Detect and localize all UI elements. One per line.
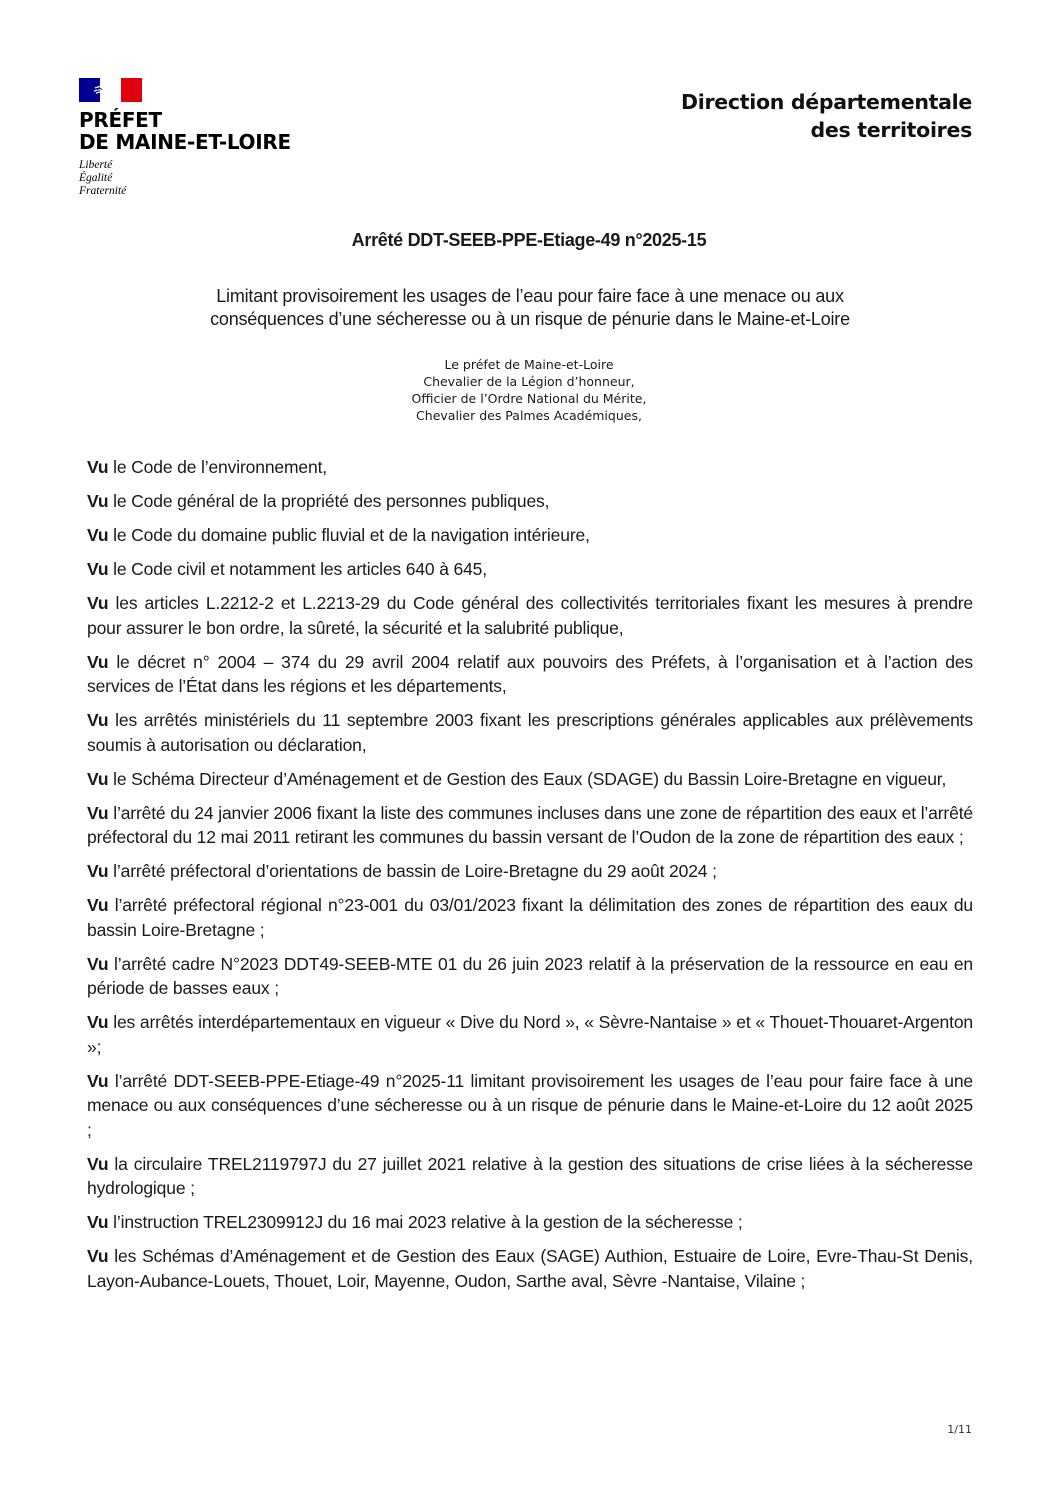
visa-item: Vu l’instruction TREL2309912J du 16 mai 2023 relative à la gestion de la sécheresse ; bbox=[87, 1212, 743, 1232]
visa-item: Vu le décret n° 2004 – 374 du 29 avril 2004 relatif aux pouvoirs des Préfets, à l’organisation et à l’action des services de l’État dans les régions et les départements, bbox=[87, 651, 973, 696]
issuing-department: Direction départementale des territoires bbox=[681, 90, 972, 142]
visa-item: Vu le Schéma Directeur d’Aménagement et de Gestion des Eaux (SDAGE) du Bassin Loire-Bretagne en vigueur, bbox=[87, 768, 947, 789]
visa-item: Vu les Schémas d’Aménagement et de Gestion des Eaux (SAGE) Authion, Estuaire de Loire, Evre-Thau-St Denis, Layon-Aubance-Louets, Thouet, Loir, Mayenne, Oudon, Sarthe aval, Sèvre -Nantaise, Vilaine ; bbox=[87, 1246, 973, 1291]
vu-keyword: Vu bbox=[87, 559, 109, 579]
vu-keyword: Vu bbox=[87, 802, 109, 823]
marianne-profile-icon bbox=[92, 78, 122, 102]
visa-item: Vu le Code général de la propriété des personnes publiques, bbox=[87, 491, 550, 511]
vu-keyword: Vu bbox=[87, 768, 109, 789]
prefet-titles: Le préfet de Maine-et-Loire Chevalier de la Légion d’honneur, Officier de l’Ordre National du Mérite, Chevalier des Palmes Académiques, bbox=[411, 357, 647, 423]
visas-list bbox=[87, 455, 973, 1303]
vu-keyword: Vu bbox=[87, 861, 109, 881]
prefecture-logo bbox=[79, 78, 291, 198]
vu-keyword: Vu bbox=[87, 593, 109, 613]
visa-item: Vu les articles L.2212-2 et L.2213-29 du Code général des collectivités territoriales fixant les mesures à prendre pour assurer le bon ordre, la sûreté, la sécurité et la salubrité publique, bbox=[87, 593, 973, 638]
vu-keyword: Vu bbox=[87, 1212, 109, 1232]
visa-item: Vu l’arrêté cadre N°2023 DDT49-SEEB-MTE 01 du 26 juin 2023 relatif à la préservation de la ressource en eau en période de basses eaux ; bbox=[87, 953, 973, 998]
prefecture-name: PRÉFET DE MAINE-ET-LOIRE bbox=[79, 108, 291, 154]
vu-keyword: Vu bbox=[87, 525, 109, 545]
vu-keyword: Vu bbox=[87, 491, 109, 511]
republic-motto: Liberté Égalité Fraternité bbox=[79, 159, 127, 197]
visa-item: Vu le Code de l’environnement, bbox=[87, 457, 328, 477]
vu-keyword: Vu bbox=[87, 953, 109, 974]
vu-keyword: Vu bbox=[87, 1070, 109, 1091]
vu-keyword: Vu bbox=[87, 651, 109, 672]
visa-item: Vu l’arrêté DDT-SEEB-PPE-Etiage-49 n°2025-11 limitant provisoirement les usages de l’eau pour faire face à une menace ou aux conséquences d’une sécheresse ou à un risque de pénurie dans le Maine-et-Loire du 12 août 2025 ; bbox=[87, 1070, 973, 1140]
visa-item: Vu les arrêtés ministériels du 11 septembre 2003 fixant les prescriptions générales applicables aux prélèvements soumis à autorisation ou déclaration, bbox=[87, 710, 973, 755]
visa-item: Vu la circulaire TREL2119797J du 27 juillet 2021 relative à la gestion des situations de crise liées à la sécheresse hydrologique ; bbox=[87, 1153, 973, 1198]
vu-keyword: Vu bbox=[87, 1153, 109, 1174]
visa-item: Vu le Code du domaine public fluvial et de la navigation intérieure, bbox=[87, 525, 590, 545]
visa-item: Vu l’arrêté du 24 janvier 2006 fixant la liste des communes incluses dans une zone de répartition des eaux et l’arrêté préfectoral du 12 mai 2011 retirant les communes du bassin versant de l’Oudon de la zone de répartition des eaux ; bbox=[87, 802, 973, 847]
visa-item: Vu les arrêtés interdépartementaux en vigueur « Dive du Nord », « Sèvre-Nantaise » et « Thouet-Thouaret-Argenton »; bbox=[87, 1012, 973, 1057]
vu-keyword: Vu bbox=[87, 710, 109, 730]
visa-item: Vu l’arrêté préfectoral d’orientations de bassin de Loire-Bretagne du 29 août 2024 ; bbox=[87, 861, 717, 881]
vu-keyword: Vu bbox=[87, 1012, 109, 1032]
document-subtitle: Limitant provisoirement les usages de l’eau pour faire face à une menace ou aux conséquences d’une sécheresse ou à un risque de pénurie dans le Maine-et-Loire bbox=[210, 286, 850, 329]
vu-keyword: Vu bbox=[87, 895, 109, 915]
vu-keyword: Vu bbox=[87, 457, 109, 477]
document-title: Arrêté DDT-SEEB-PPE-Etiage-49 n°2025-15 bbox=[351, 230, 707, 250]
vu-keyword: Vu bbox=[87, 1246, 109, 1266]
visa-item: Vu le Code civil et notamment les articles 640 à 645, bbox=[87, 559, 487, 579]
french-flag-icon bbox=[79, 78, 142, 102]
page-number: 1/11 bbox=[947, 1423, 972, 1436]
visa-item: Vu l’arrêté préfectoral régional n°23-001 du 03/01/2023 fixant la délimitation des zones de répartition des eaux du bassin Loire-Bretagne ; bbox=[87, 895, 973, 940]
